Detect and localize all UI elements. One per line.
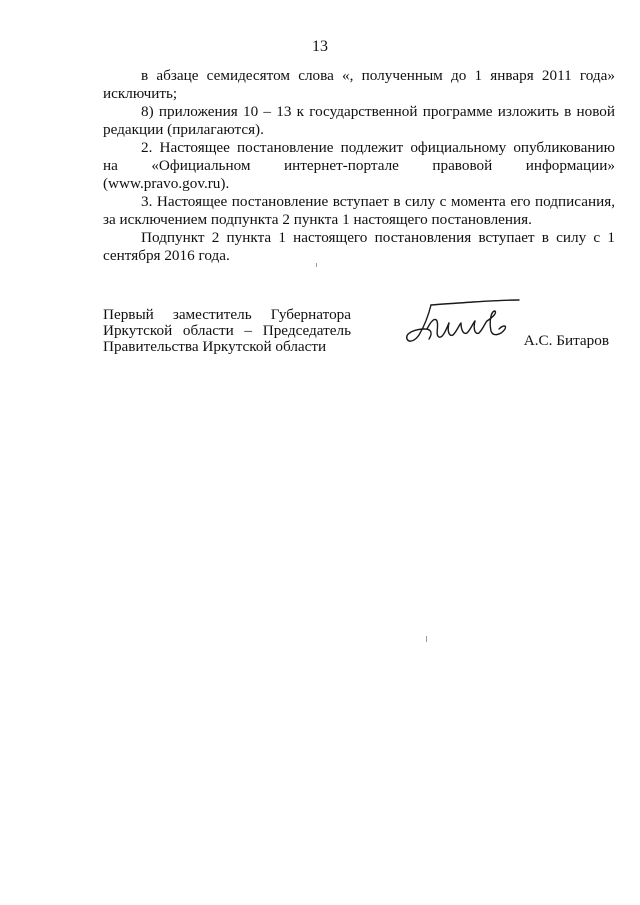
signatory-position-line-1: Первый заместитель Губернатора xyxy=(103,306,351,323)
paragraph-appendices: 8) приложения 10 – 13 к государственной программе изложить в новой редакции (прилагаются). xyxy=(103,103,615,138)
paragraph-entry-into-force: 3. Настоящее постановление вступает в силу с момента его подписания, за исключением подпункта 2 пункта 1 настоящего постановления. xyxy=(103,193,615,228)
signatory-position-line-2: Иркутской области – Председатель xyxy=(103,322,351,339)
document-body xyxy=(103,67,615,265)
paragraph-publication: 2. Настоящее постановление подлежит официальному опубликованию на «Официальном интернет-портале правовой информации» (www.pravo.gov.ru). xyxy=(103,139,615,192)
paragraph-exclusion: в абзаце семидесятом слова «, полученным до 1 января 2011 года» исключить; xyxy=(103,67,615,102)
handwritten-signature xyxy=(401,299,531,349)
signatory-position-line-3: Правительства Иркутской области xyxy=(103,338,327,355)
signatory-position xyxy=(103,307,351,355)
scan-artifact xyxy=(316,263,317,267)
page-number: 13 xyxy=(312,38,328,55)
paragraph-subpoint-effective-date: Подпункт 2 пункта 1 настоящего постановления вступает в силу с 1 сентября 2016 года. xyxy=(103,229,615,264)
signatory-name: А.С. Битаров xyxy=(523,332,609,349)
scan-artifact xyxy=(426,636,427,642)
signature-block xyxy=(103,307,615,357)
